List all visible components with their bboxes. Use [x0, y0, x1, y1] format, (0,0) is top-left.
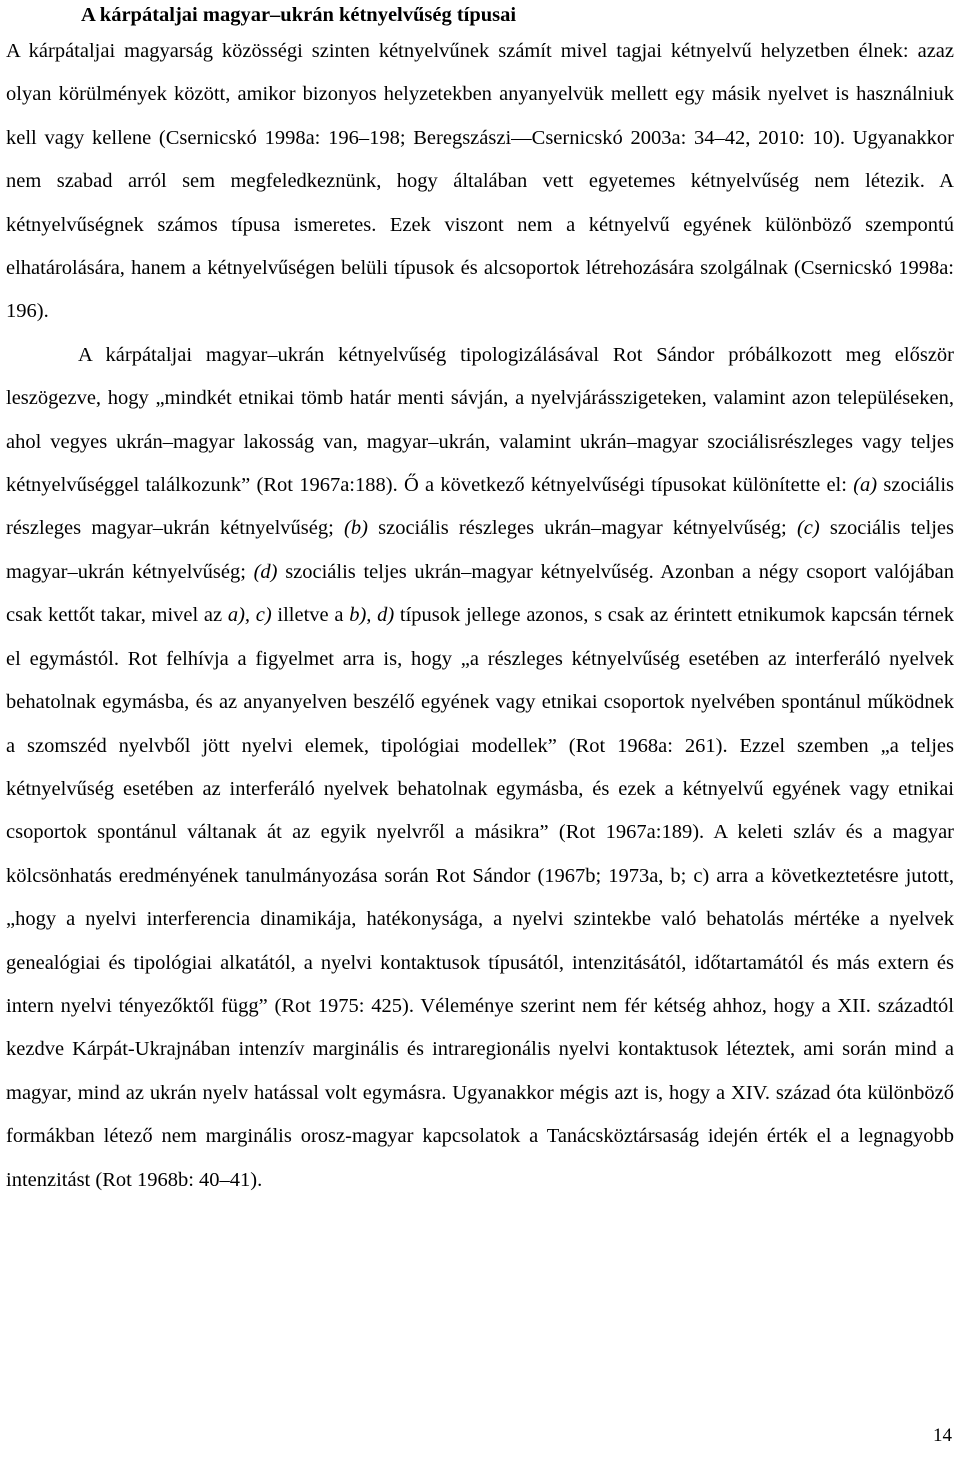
type-text-d: szociális teljes ukrán–magyar kétnyelvűség. Azonban a négy csoport valójában csak kettőt takar, mivel az — [6, 560, 954, 627]
type-text-c: szociális teljes magyar–ukrán kétnyelvűség; — [6, 517, 954, 583]
paragraph-2-text-2: típusok jellege azonos, s csak az érintett etnikumok kapcsán térnek el egymástól. Rot felhívja a figyelmet arra is, hogy „a részleges kétnyelvűség esetében az interferáló nyelvek behatolnak egymásba, és az anyanyelven beszélő egyének vagy etnikai csoportok nyelvében spontánul működnek a szomszéd nyelvből jött nyelvi elemek, tipológiai modellek” (Rot 1968a: 261). Ezzel szemben „a teljes kétnyelvűség esetében az interferáló nyelvek behatolnak egymásba, és ezek a kétnyelvű egyének vagy etnikai csoportok spontánul váltanak át az egyik nyelvről a másikra” (Rot 1967a:189). A keleti szláv és a magyar kölcsönhatás eredményének tanulmányozása során Rot Sándor (1967b; 1973a, b; c) arra a következtetésre jutott, „hogy a nyelvi interferencia dinamikája, hatékonysága, a nyelvi szintekbe való behatolás mértéke a nyelvek genealógiai és tipológiai alkatától, a nyelvi kontaktusok típusától, intenzitásától, időtartamától és más extern és intern nyelvi tényezőktől függ” (Rot 1975: 425). Véleménye szerint nem fér kétség ahhoz, hogy a XII. századtól kezdve Kárpát-Ukrajnában intenzív marginális és intraregionális nyelvi kontaktusok léteztek, ami során mind a magyar, mind az ukrán nyelv hatással volt egymásra. Ugyanakkor mégis azt is, hogy a XIV. század óta különböző formákban létező nem marginális orosz-magyar kapcsolatok a Tanácsköztársaság idején érték el a legnagyobb intenzitást (Rot 1968b: 40–41). — [6, 604, 954, 1191]
paragraph-2-text-1: A kárpátaljai magyar–ukrán kétnyelvűség tipologizálásával Rot Sándor próbálkozott meg először leszögezve, hogy „mindkét etnikai tömb határ menti sávján, a nyelvjárásszigeteken, valamint azon településeken, ahol vegyes ukrán–magyar lakosság van, magyar–ukrán, valamint ukrán–magyar szociálisrészleges vagy teljes kétnyelvűséggel találkozunk” (Rot 1967a:188). Ő a következő kétnyelvűségi típusokat különítette el: — [6, 343, 954, 497]
type-label-bd: b), d) — [349, 604, 395, 627]
type-text-a: szociális részleges magyar–ukrán kétnyelvűség; — [6, 474, 954, 540]
type-text-b: szociális részleges ukrán–magyar kétnyelvűség; — [367, 517, 797, 540]
page-number: 14 — [933, 1425, 952, 1446]
paragraph-2-between: illetve a — [271, 604, 350, 627]
type-label-c: (c) — [796, 517, 820, 540]
type-label-ac: a), c) — [227, 604, 272, 627]
section-heading: A kárpátaljai magyar–ukrán kétnyelvűség típusai — [81, 4, 517, 26]
paragraph-1: A kárpátaljai magyarság közösségi szinten kétnyelvűnek számít mivel tagjai kétnyelvű helyzetben élnek: azaz olyan körülmények között, amikor bizonyos helyzetekben anyanyelvük mellett egy másik nyelvet is használniuk kell vagy kellene (Csernicskó 1998a: 196–198; Beregszászi—Csernicskó 2003a: 34–42, 2010: 10). Ugyanakkor nem szabad arról sem megfeledkeznünk, hogy általában vett egyetemes kétnyelvűség nem létezik. A kétnyelvűségnek számos típusa ismeretes. Ezek viszont nem a kétnyelvű egyének különböző szempontú elhatárolására, hanem a kétnyelvűségen belüli típusok és alcsoportok létrehozására szolgálnak (Csernicskó 1998a: 196). — [6, 40, 954, 323]
type-label-a: (a) — [853, 474, 878, 497]
paragraph-2 — [6, 334, 954, 1202]
type-label-d: (d) — [253, 560, 278, 583]
type-label-b: (b) — [344, 517, 368, 540]
